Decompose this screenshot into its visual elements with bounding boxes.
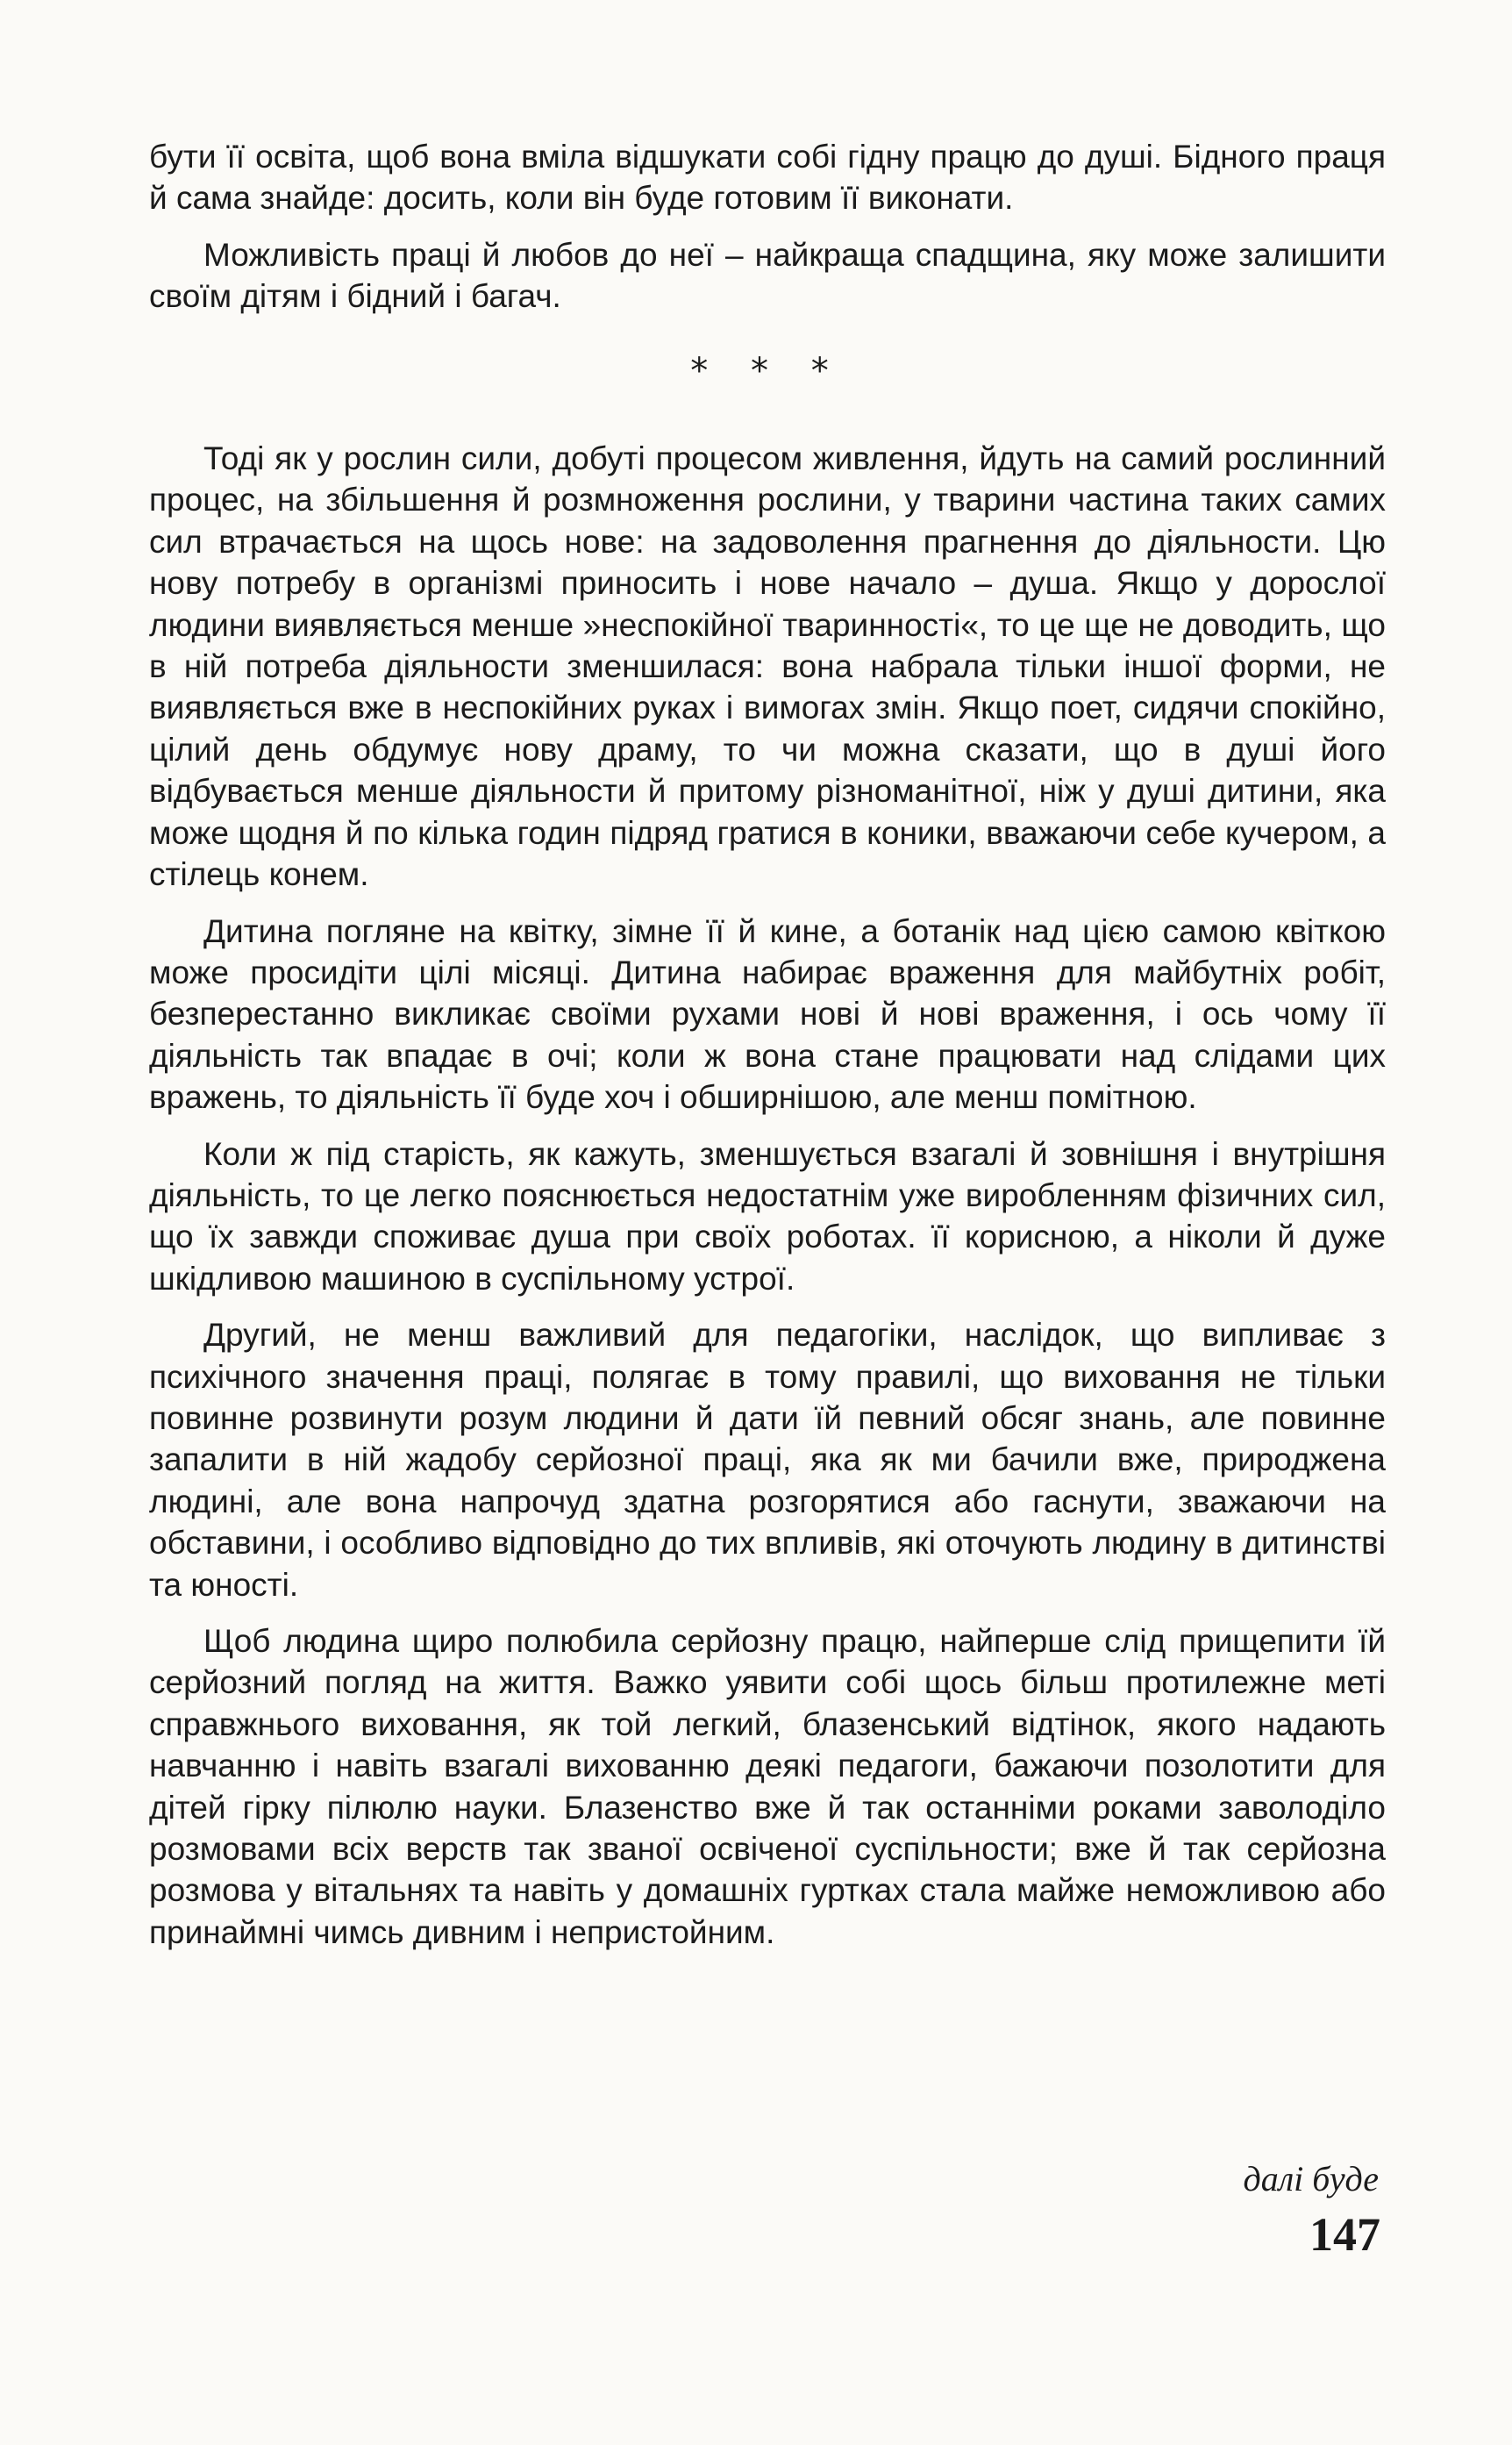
paragraph: бути її освіта, щоб вона вміла відшукати собі гідну працю до душі. Бідного праця й сама знайде: досить, коли він буде готовим її виконати.	[149, 139, 1386, 217]
paragraph: Другий, не менш важливий для педагогіки, наслідок, що випливає з психічного значення праці, полягає в тому правилі, що виховання не тільки повинне розвинути розум людини й дати їй певний обсяг знань, але повинне запалити в ній жадобу серйозної праці, яка як ми бачили вже, природжена людині, але вона напрочуд здатна розгорятися або гаснути, зважаючи на обставини, і особливо відповідно до тих впливів, які оточують людину в дитинстві та юності.	[149, 1317, 1386, 1603]
paragraph: Дитина погляне на квітку, зімне її й кине, а ботанік над цією самою квіткою може просидіти цілі місяці. Дитина набирає враження для майбутніх робіт, безперестанно викликає своїми рухами нові й нові враження, і ось чому її діяльність так впадає в очі; коли ж вона стане працювати над слідами цих вражень, то діяльність її буде хоч і обширнішою, але менш помітною.	[149, 912, 1386, 1116]
section-separator: * * *	[690, 350, 845, 391]
page-number: 147	[1309, 2208, 1380, 2261]
paragraph: Тоді як у рослин сили, добуті процесом живлення, йдуть на самий рослинний процес, на збільшення й розмноження рослини, у тварини частина таких самих сил втрачається на щось нове: на задоволення прагнення до діяльности. Цю нову потребу в організмі приносить і нове начало – душа. Якщо у дорослої людини виявляється менше »неспокійної тваринності«, то це ще не доводить, що в ній потреба діяльности зменшилася: вона набрала тільки іншої форми, не виявляється вже в неспокійних руках і вимогах змін. Якщо поет, сидячи спокійно, цілий день обдумує нову драму, то чи можна сказати, що в душі його відбувається менше діяльности й притому різноманітної, ніж у душі дитини, яка може щодня й по кілька годин підряд гратися в коники, вважаючи себе кучером, а стілець конем.	[149, 440, 1386, 893]
page-text	[149, 136, 1386, 1968]
paragraph: Коли ж під старість, як кажуть, зменшується взагалі й зовнішня і внутрішня діяльність, то це легко пояснюється недостатнім уже виробленням фізичних сил, що їх завжди споживає душа при своїх роботах. її корисною, а ніколи й дуже шкідливою машиною в суспільному устрої.	[149, 1135, 1386, 1297]
paragraph: Щоб людина щиро полюбила серйозну працю, найперше слід прищепити їй серйозний погляд на життя. Важко уявити собі щось більш протилежне меті справжнього виховання, як той легкий, блазенський відтінок, якого надають навчанню і навіть взагалі вихованню деякі педагоги, бажаючи позолотити для дітей гірку пілюлю науки. Блазенство вже й так останніми роками заволоділо розмовами всіх верств так званої освіченої суспільности; вже й так серйозна розмова у вітальнях та навіть у домашніх гуртках стала майже неможливою або принаймні чимсь дивним і непристойним.	[149, 1623, 1386, 1950]
to-be-continued-note: далі буде	[1243, 2159, 1379, 2198]
paragraph: Можливість праці й любов до неї – найкраща спадщина, яку може залишити своїм дітям і бідний і багач.	[149, 236, 1386, 315]
